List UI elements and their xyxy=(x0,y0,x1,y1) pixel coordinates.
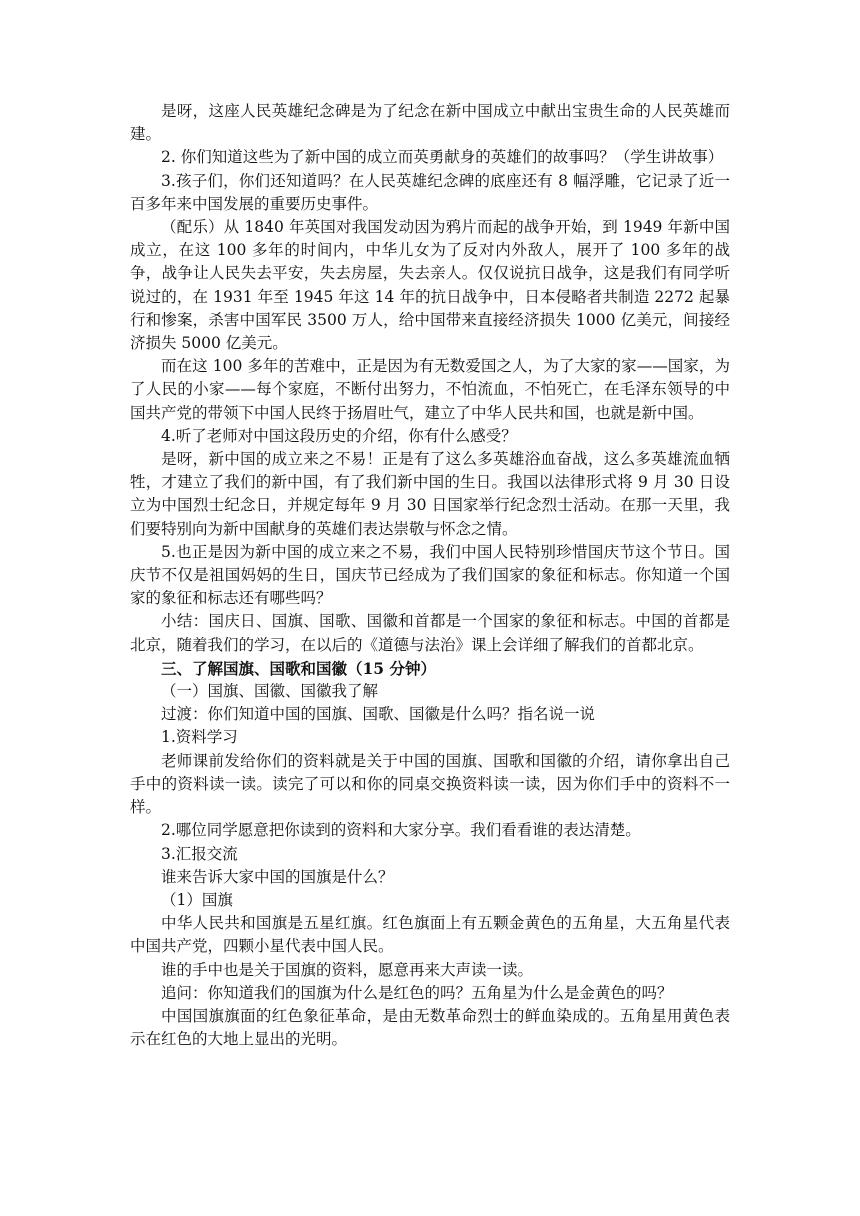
subsection-heading: （一）国旗、国徽、国徽我了解 xyxy=(161,682,379,701)
paragraph: （配乐）从 1840 年英国对我国发动因为鸦片而起的战争开始，到 1949 年新中国成立，在这 100 多年的时间内，中华儿女为了反对内外敌人，展开了 100 多年的战争，战争让人民失去平安，失去房屋，失去亲人。仅仅说抗日战争，这是我们有同学听说过的，在 1931 年至 1945 年这 14 年的抗日战争中，日本侵略者共制造 2272 起暴行和惨案，杀害中国军民 3500 万人，给中国带来直接经济损失 1000 亿美元，间接经济损失 5000 亿美元。 xyxy=(130,218,730,353)
section-heading: 三、了解国旗、国歌和国徽（15 分钟） xyxy=(161,658,436,678)
paragraph: 谁来告诉大家中国的国旗是什么？ xyxy=(161,867,394,886)
paragraph: 是呀，这座人民英雄纪念碑是为了纪念在新中国成立中献出宝贵生命的人民英雄而建。 xyxy=(130,102,730,144)
item-label: （1）国旗 xyxy=(161,890,233,909)
paragraph: 4.听了老师对中国这段历史的介绍，你有什么感受？ xyxy=(161,426,517,445)
paragraph: 2. 你们知道这些为了新中国的成立而英勇献身的英雄们的故事吗？（学生讲故事） xyxy=(161,148,724,167)
paragraph: 5.也正是因为新中国的成立来之不易，我们中国人民特别珍惜国庆节这个节日。国庆节不仅是祖国妈妈的生日，国庆节已经成为了我们国家的象征和标志。你知道一个国家的象征和标志还有哪些吗？ xyxy=(130,542,730,608)
paragraph: 是呀，新中国的成立来之不易！正是有了这么多英雄浴血奋战，这么多英雄流血牺牲，才建立了我们的新中国，有了我们新中国的生日。我国以法律形式将 9 月 30 日设立为中国烈士纪念日，并规定每年 9 月 30 日国家举行纪念烈士活动。在那一天里，我们要特别向为新中国献身的英雄们表达崇敬与怀念之情。 xyxy=(130,450,730,538)
paragraph: 谁的手中也是关于国旗的资料，愿意再来大声读一读。 xyxy=(161,960,534,979)
paragraph: 中国国旗旗面的红色象征革命，是由无数革命烈士的鲜血染成的。五角星用黄色表示在红色的大地上显出的光明。 xyxy=(130,1006,730,1049)
step-label: 1.资料学习 xyxy=(161,728,238,747)
paragraph: 中华人民共和国旗是五星红旗。红色旗面上有五颗金黄色的五角星，大五角星代表中国共产党，四颗小星代表中国人民。 xyxy=(130,914,730,956)
step-label: 3.汇报交流 xyxy=(161,844,238,863)
paragraph: 小结：国庆日、国旗、国歌、国徽和首都是一个国家的象征和标志。中国的首都是北京，随着我们的学习，在以后的《道德与法治》课上会详细了解我们的首都北京。 xyxy=(130,612,730,654)
paragraph: 而在这 100 多年的苦难中，正是因为有无数爱国之人，为了大家的家——国家，为了人民的小家——每个家庭，不断付出努力，不怕流血，不怕死亡，在毛泽东领导的中国共产党的带领下中国人民终于扬眉吐气，建立了中华人民共和国，也就是新中国。 xyxy=(130,357,730,422)
paragraph: 过渡：你们知道中国的国旗、国歌、国徽是什么吗？指名说一说 xyxy=(161,705,596,724)
paragraph: 3.孩子们，你们还知道吗？在人民英雄纪念碑的底座还有 8 幅浮雕，它记录了近一百多年来中国发展的重要历史事件。 xyxy=(130,171,730,213)
paragraph: 2.哪位同学愿意把你读到的资料和大家分享。我们看看谁的表达清楚。 xyxy=(161,821,641,840)
paragraph: 追问：你知道我们的国旗为什么是红色的吗？五角星为什么是金黄色的吗？ xyxy=(161,983,673,1002)
paragraph: 老师课前发给你们的资料就是关于中国的国旗、国歌和国徽的介绍，请你拿出自己手中的资料读一读。读完了可以和你的同桌交换资料读一读，因为你们手中的资料不一样。 xyxy=(130,751,730,817)
document-body xyxy=(130,100,730,1051)
